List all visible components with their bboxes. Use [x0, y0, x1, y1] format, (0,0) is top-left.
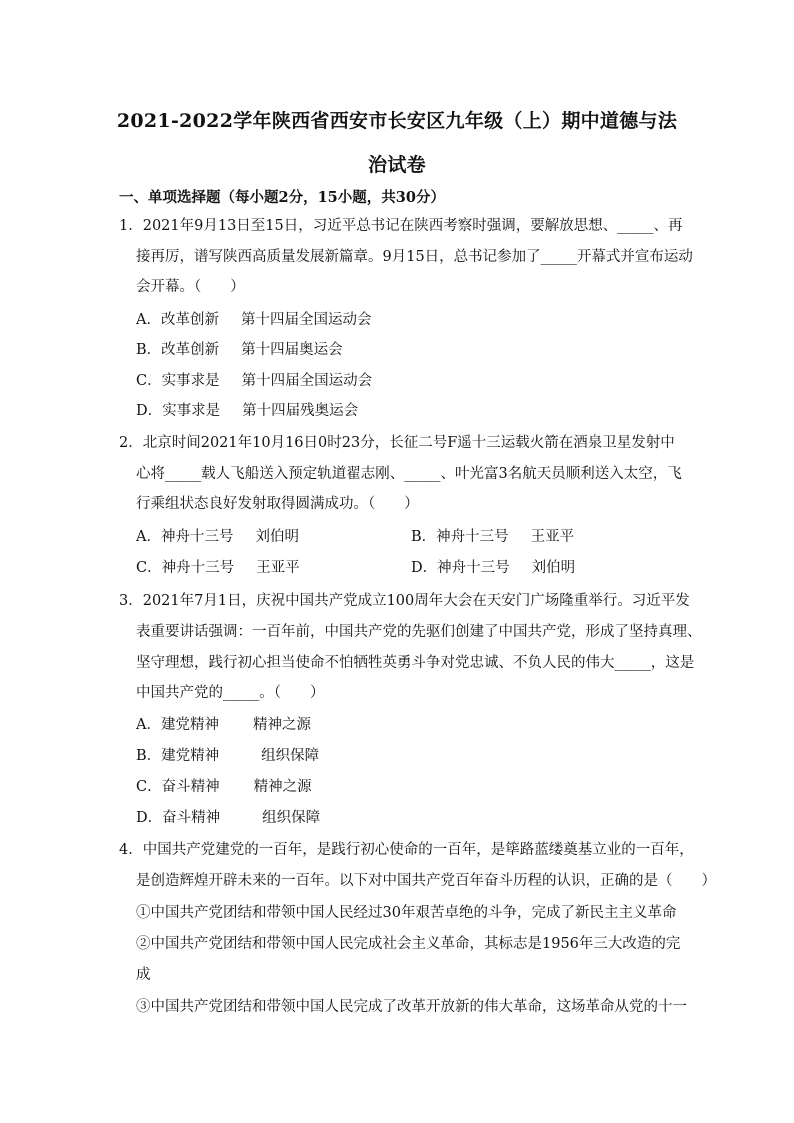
q4-statement-2: ②中国共产党团结和带领中国人民完成社会主义革命，其标志是1956年三大改造的完 — [136, 936, 681, 952]
q1-option-c: C．实事求是 第十四届全国运动会 — [136, 373, 373, 389]
q3-option-c: C．奋斗精神 精神之源 — [136, 779, 312, 795]
exam-title-line-2: 治试卷 — [368, 154, 426, 176]
q3-stem-line-3: 坚守理想，践行初心担当使命不怕牺牲英勇斗争对党忠诚、不负人民的伟大_____，这是 — [136, 655, 695, 671]
q2-option-a: A．神舟十三号 刘伯明 — [136, 529, 299, 545]
q4-statement-2-cont: 成 — [136, 967, 151, 983]
q2-stem-line-3: 行乘组状态良好发射取得圆满成功。（ ） — [136, 496, 419, 512]
q3-option-b: B．建党精神 组织保障 — [136, 748, 320, 764]
section-heading: 一、单项选择题（每小题2分，15小题，共30分） — [119, 189, 445, 206]
q3-stem-line-1: 3．2021年7月1日，庆祝中国共产党成立100周年大会在天安门广场隆重举行。习近平发 — [119, 593, 690, 609]
q4-statement-3: ③中国共产党团结和带领中国人民完成了改革开放新的伟大革命，这场革命从党的十一 — [136, 999, 687, 1015]
q1-stem-line-1: 1．2021年9月13日至15日，习近平总书记在陕西考察时强调，要解放思想、_____、再 — [119, 218, 683, 234]
q4-stem-line-1: 4．中国共产党建党的一百年，是践行初心使命的一百年，是筚路蓝缕奠基立业的一百年， — [119, 842, 694, 858]
q2-stem-line-2: 心将_____载人飞船送入预定轨道翟志刚、_____、叶光富3名航天员顺利送入太空，飞 — [136, 466, 682, 482]
q2-option-d: D．神舟十三号 刘伯明 — [411, 560, 576, 576]
q1-option-d: D．实事求是 第十四届残奥运会 — [136, 403, 359, 419]
q1-stem-line-2: 接再厉，谱写陕西高质量发展新篇章。9月15日，总书记参加了_____开幕式并宣布运动 — [136, 249, 693, 265]
q3-stem-line-4: 中国共产党的_____。（ ） — [136, 685, 325, 701]
q3-option-d: D．奋斗精神 组织保障 — [136, 810, 321, 826]
q1-stem-line-3: 会开幕。（ ） — [136, 279, 245, 295]
q2-option-b: B．神舟十三号 王亚平 — [411, 529, 575, 545]
exam-title-line-1: 2021-2022学年陕西省西安市长安区九年级（上）期中道德与法 — [116, 110, 678, 132]
q3-stem-line-2: 表重要讲话强调：一百年前，中国共产党的先驱们创建了中国共产党，形成了坚持真理、 — [136, 624, 702, 640]
q2-option-c: C．神舟十三号 王亚平 — [136, 560, 300, 576]
q2-stem-line-1: 2．北京时间2021年10月16日0时23分，长征二号F遥十三运载火箭在酒泉卫星发射中 — [119, 435, 675, 451]
q3-option-a: A．建党精神 精神之源 — [136, 717, 311, 733]
q4-statement-1: ①中国共产党团结和带领中国人民经过30年艰苦卓绝的斗争，完成了新民主主义革命 — [136, 905, 677, 921]
q4-stem-line-2: 是创造辉煌开辟未来的一百年。以下对中国共产党百年奋斗历程的认识，正确的是（ ） — [136, 873, 716, 889]
q1-option-b: B．改革创新 第十四届奥运会 — [136, 342, 343, 358]
q1-option-a: A．改革创新 第十四届全国运动会 — [136, 312, 372, 328]
